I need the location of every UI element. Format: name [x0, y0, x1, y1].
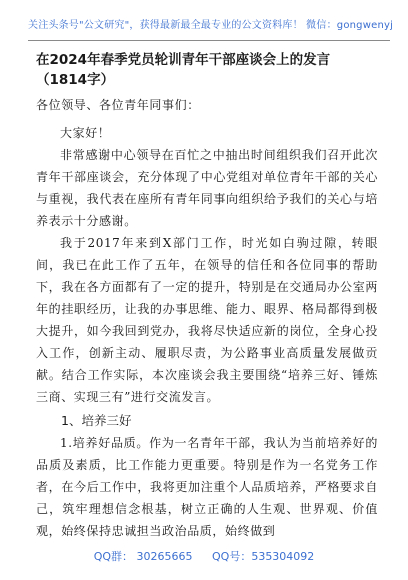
- paragraph-1: 非常感谢中心领导在百忙之中抽出时间组织我们召开此次青年干部座谈会，充分体现了中心党组对单位青年干部的关心与重视，我代表在座所有青年同事向组织给予我们的关心与培养表示十分感谢。: [36, 148, 378, 228]
- page-footer: [0, 548, 408, 564]
- paragraph-2: 我于2017年来到X部门工作，时光如白驹过隙，转眼间，我已在此工作了五年，在领导的信任和各位同事的帮助下，我在各方面都有了一定的提升，特别是在交通局办公室两年的挂职经历，让我的办事思维、能力、眼界、格局都得到极大提升，如今我回到党办，我将尽快适应新的岗位，全身心投入工作，创新主动、履职尽责，为公路事业高质量发展做贡献。结合工作实际，本次座谈会我主要围绕“培养三好、锤炼三商、实现三有”进行交流发言。: [36, 236, 378, 404]
- header-notice: 关注头条号"公文研究"，获得最新最全最专业的公文资料库！ 微信：gongwenyj: [28, 20, 394, 31]
- salutation: 各位领导、各位青年同事们：: [36, 98, 200, 112]
- qq-group-label: QQ群： 30265665: [93, 550, 193, 563]
- greeting: 大家好！: [60, 126, 111, 140]
- qq-number-label: QQ号：535304092: [212, 550, 315, 563]
- section-heading: 1、培养三好: [61, 413, 132, 428]
- section-paragraph: 1.培养好品质。作为一名青年干部，我认为当前培养好的品质及素质，比工作能力更重要。特别是作为一名党务工作者，在今后工作中，我将更加注重个人品质培养，严格要求自己，筑牢理想信念根基，树立正确的人生观、世界观、价值观，始终保持忠诚担当政治品质，始终做到: [36, 436, 378, 538]
- page-header: [28, 10, 394, 41]
- document-body: [36, 44, 378, 542]
- document-title: 在2024年春季党员轮训青年干部座谈会上的发言（1814字）: [36, 52, 331, 88]
